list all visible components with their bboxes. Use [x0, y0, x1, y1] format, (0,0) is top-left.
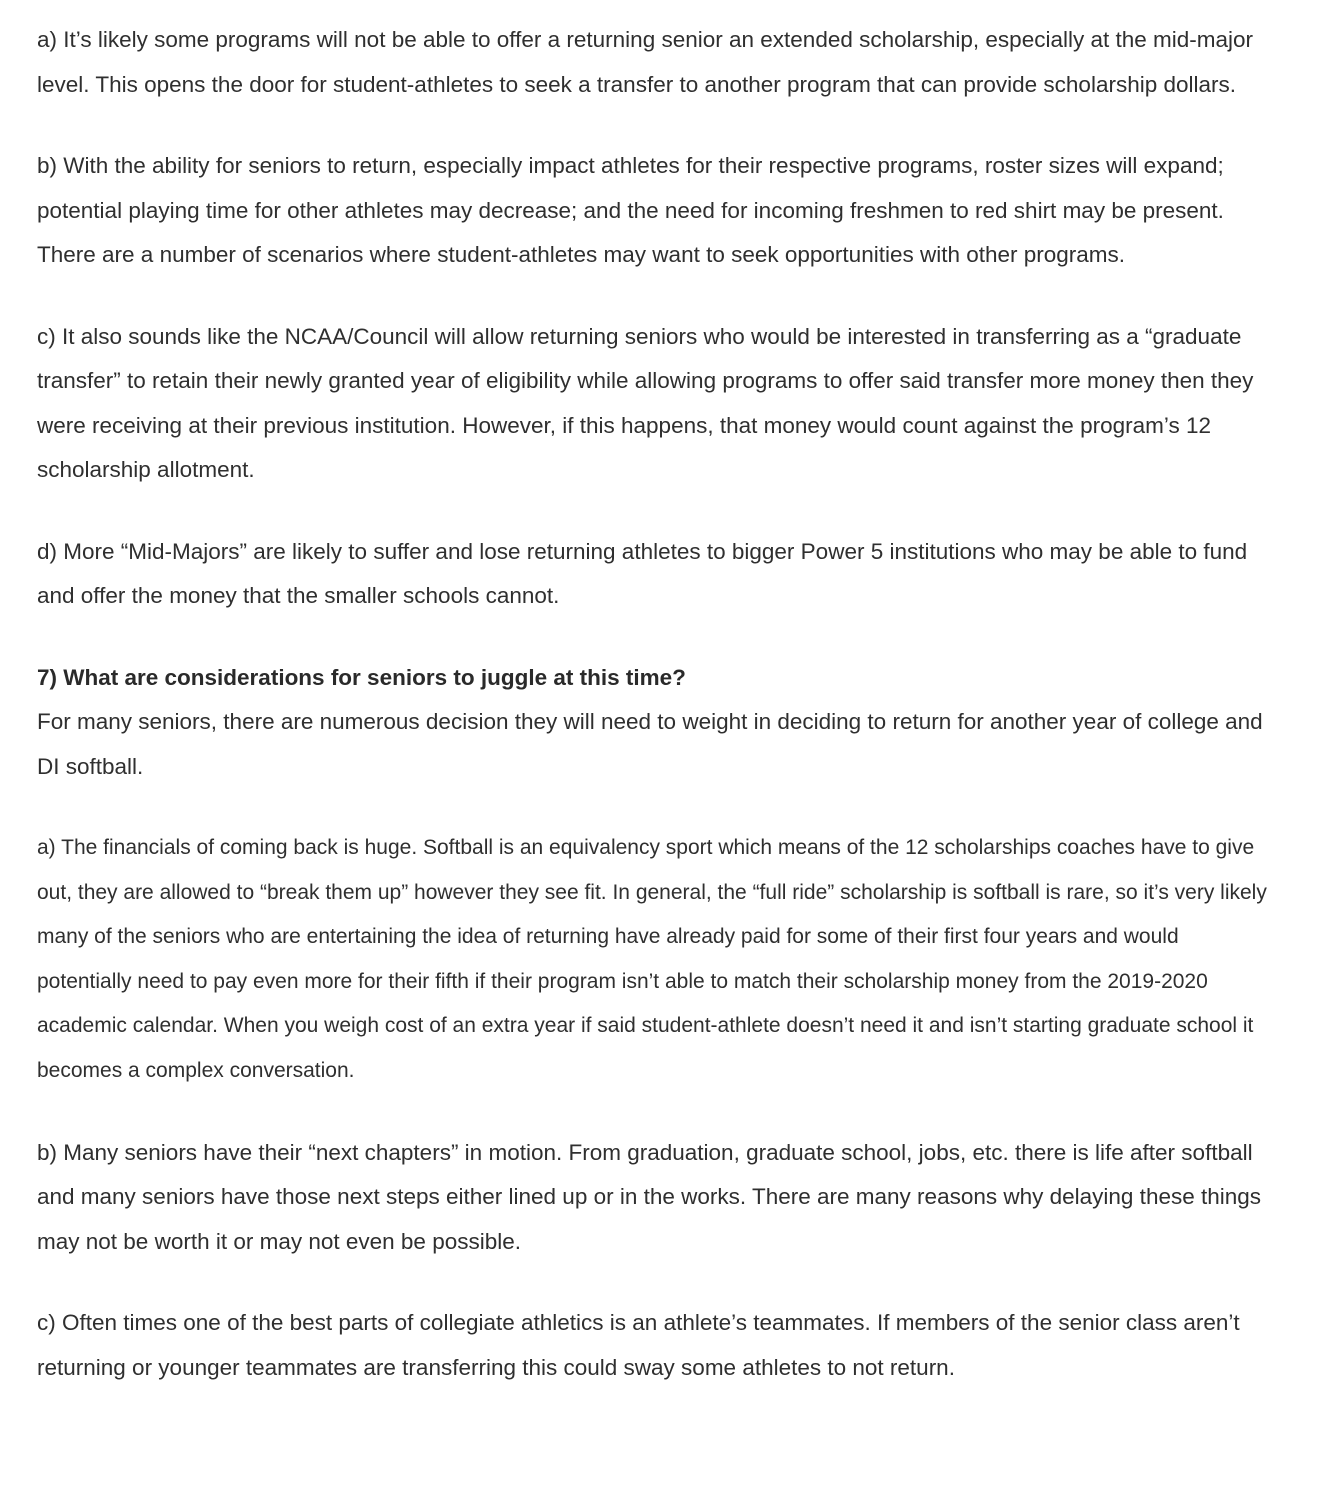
section-7-item-b-next-chapters: b) Many seniors have their “next chapters” in motion. From graduation, graduate school, jobs, etc. there is life after softball and many seniors have those next steps either lined up or in the works. There are many reasons why delaying these things may not be worth it or may not even be possible. [37, 1139, 1262, 1254]
section-7-item-a-financials: a) The financials of coming back is huge. Softball is an equivalency sport which means of the 12 scholarships coaches have to give out, they are allowed to “break them up” however they see fit. In general, the “full ride” scholarship is softball is rare, so it’s very likely many of the seniors who are entertaining the idea of returning have already paid for some of their first four years and would potentially need to pay even more for their fifth if their program isn’t able to match their scholarship money from the 2019-2020 academic calendar. When you weigh cost of an extra year if said student-athlete doesn’t need it and isn’t starting graduate school it becomes a complex conversation. [37, 836, 1267, 1082]
section-7-heading: 7) What are considerations for seniors to juggle at this time? [37, 664, 686, 690]
paragraph-c-graduate-transfer: c) It also sounds like the NCAA/Council will allow returning seniors who would be interested in transferring as a “graduate transfer” to retain their newly granted year of eligibility while allowing programs to offer said transfer more money then they were receiving at their previous institution. However, if this happens, that money would count against the program’s 12 scholarship allotment. [37, 323, 1254, 482]
paragraph-d-mid-majors: d) More “Mid-Majors” are likely to suffer and lose returning athletes to bigger Power 5 institutions who may be able to fund and offer the money that the smaller schools cannot. [37, 538, 1248, 608]
section-7-intro: For many seniors, there are numerous decision they will need to weight in deciding to return for another year of college and DI softball. [37, 709, 1263, 779]
paragraph-b-roster: b) With the ability for seniors to return, especially impact athletes for their respective programs, roster sizes will expand; potential playing time for other athletes may decrease; and the need for incoming freshmen to red shirt may be present. There are a number of scenarios where student-athletes may want to seek opportunities with other programs. [37, 153, 1224, 267]
section-7-item-c-teammates: c) Often times one of the best parts of collegiate athletics is an athlete’s teammates. If members of the senior class aren’t returning or younger teammates are transferring this could sway some athletes to not return. [37, 1310, 1240, 1380]
paragraph-a-transfer: a) It’s likely some programs will not be able to offer a returning senior an extended scholarship, especially at the mid-major level. This opens the door for student-athletes to seek a transfer to another program that can provide scholarship dollars. [37, 27, 1254, 97]
